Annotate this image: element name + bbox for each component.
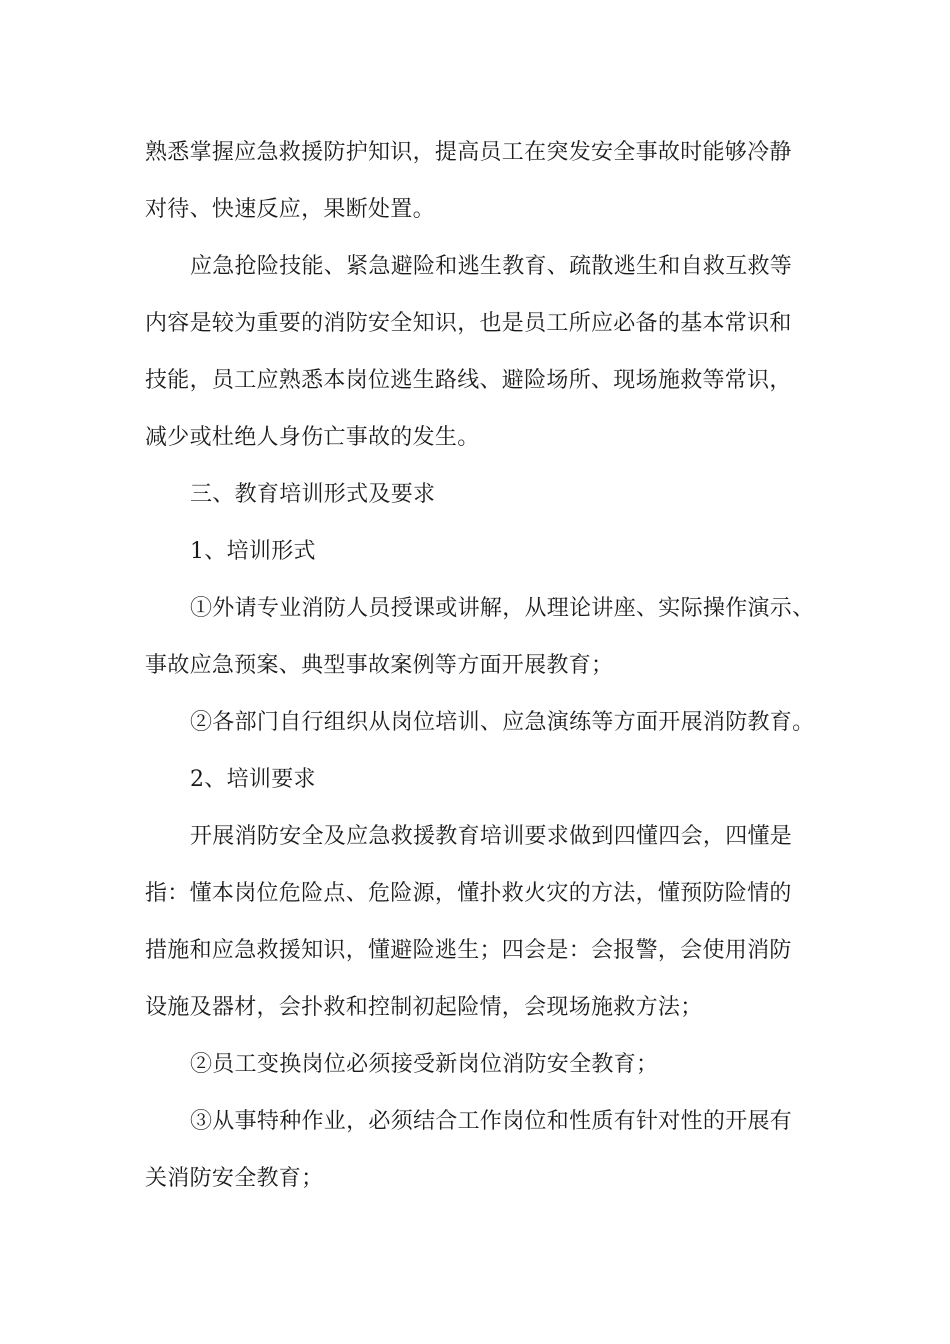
list-item-first-line: ②各部门自行组织从岗位培训、应急演练等方面开展消防教育。	[190, 710, 815, 735]
paragraph-first-line: 应急抢险技能、紧急避险和逃生教育、疏散逃生和自救互救等	[190, 254, 793, 279]
paragraph-first-line: 开展消防安全及应急救援教育培训要求做到四懂四会，四懂是	[190, 824, 793, 849]
subsection-heading: 1、培训形式	[190, 539, 316, 564]
body-text-line: 关消防安全教育；	[145, 1166, 324, 1191]
body-text-line: 措施和应急救援知识，懂避险逃生；四会是：会报警，会使用消防	[145, 938, 792, 963]
body-text-line: 指：懂本岗位危险点、危险源，懂扑救火灾的方法，懂预防险情的	[145, 881, 792, 906]
body-text-line: 对待、快速反应，果断处置。	[145, 197, 435, 222]
body-text-line: 事故应急预案、典型事故案例等方面开展教育；	[145, 653, 614, 678]
body-text-line: 减少或杜绝人身伤亡事故的发生。	[145, 425, 480, 450]
body-text-line: 技能，员工应熟悉本岗位逃生路线、避险场所、现场施救等常识，	[145, 368, 792, 393]
subsection-heading: 2、培训要求	[190, 767, 316, 792]
list-item-first-line: ②员工变换岗位必须接受新岗位消防安全教育；	[190, 1052, 659, 1077]
body-text-line: 熟悉掌握应急救援防护知识，提高员工在突发安全事故时能够冷静	[145, 140, 792, 165]
section-heading: 三、教育培训形式及要求	[190, 482, 436, 507]
list-item-first-line: ①外请专业消防人员授课或讲解，从理论讲座、实际操作演示、	[190, 596, 815, 621]
list-item-first-line: ③从事特种作业，必须结合工作岗位和性质有针对性的开展有	[190, 1109, 793, 1134]
body-text-line: 内容是较为重要的消防安全知识，也是员工所应必备的基本常识和	[145, 311, 792, 336]
body-text-line: 设施及器材，会扑救和控制初起险情，会现场施救方法；	[145, 995, 703, 1020]
